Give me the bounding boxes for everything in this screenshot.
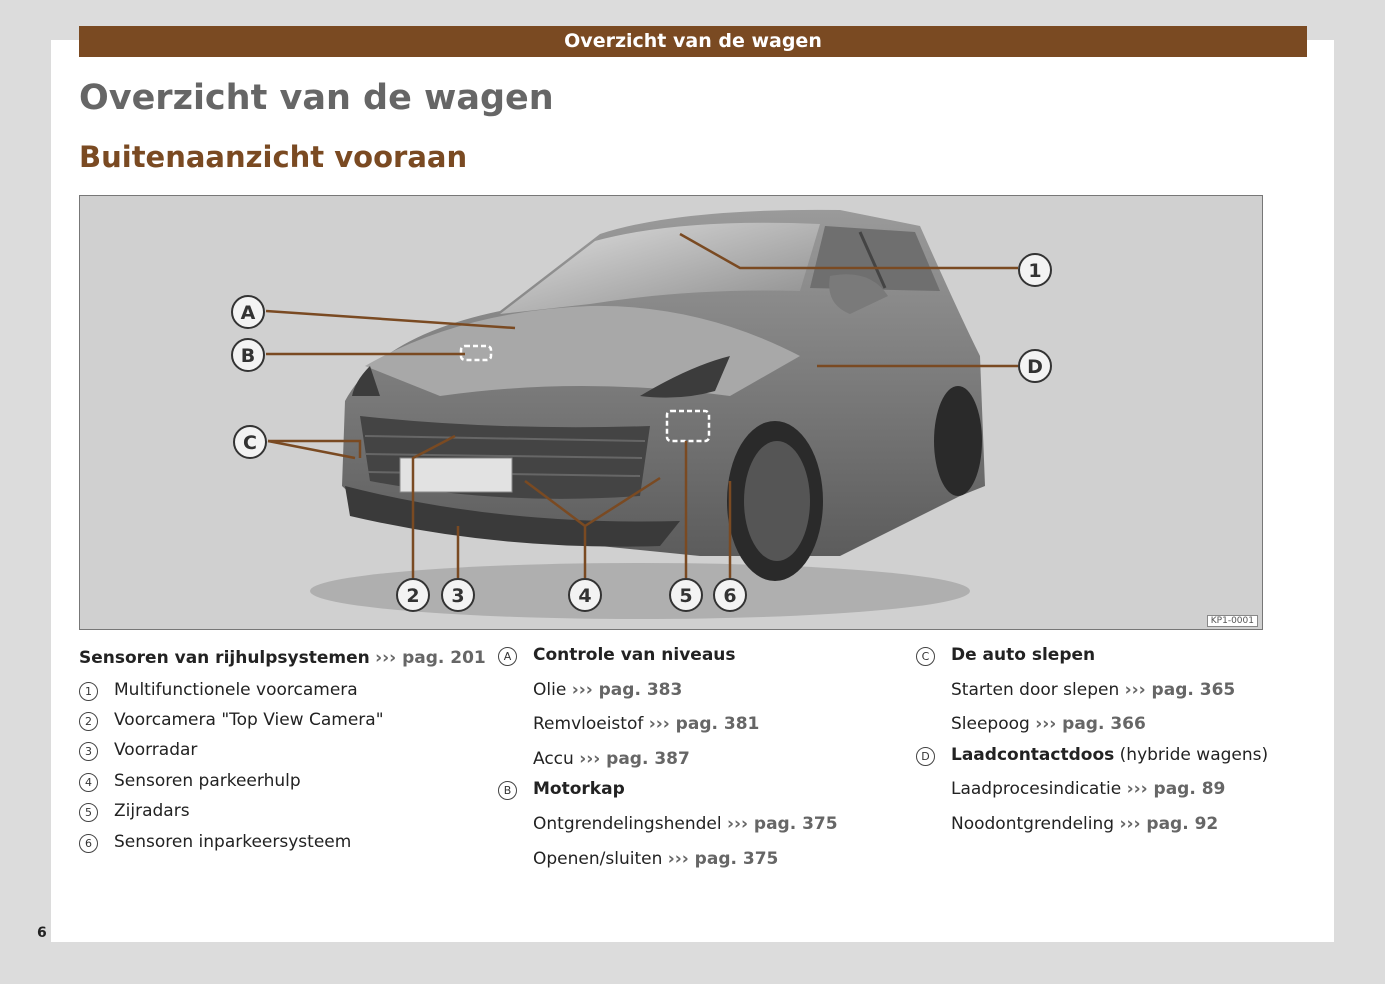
item-number: 2 xyxy=(79,712,98,731)
list-item xyxy=(916,779,1225,799)
item-number: 4 xyxy=(79,773,98,792)
section-b-heading xyxy=(498,779,625,799)
page-ref-link[interactable]: ››› pag. 381 xyxy=(648,714,760,734)
list-item xyxy=(916,814,1218,834)
car-figure xyxy=(79,195,1263,630)
sensors-heading-text: Sensoren van rijhulpsystemen xyxy=(79,648,370,668)
list-item xyxy=(916,680,1235,700)
sensors-heading xyxy=(79,648,486,668)
item-number: 3 xyxy=(79,742,98,761)
section-title: Motorkap xyxy=(533,779,625,799)
page-ref-link[interactable]: ››› pag. 375 xyxy=(667,849,779,869)
callout-c: C xyxy=(243,432,257,454)
section-title: De auto slepen xyxy=(951,645,1096,665)
section-title: Controle van niveaus xyxy=(533,645,736,665)
list-item xyxy=(498,749,690,769)
callout-4: 4 xyxy=(578,585,592,607)
section-c-heading xyxy=(916,645,1095,665)
section-letter: D xyxy=(916,747,935,766)
item-text: Starten door slepen xyxy=(951,680,1120,700)
header-bar: Overzicht van de wagen xyxy=(79,26,1307,57)
list-item xyxy=(498,814,838,834)
item-text: Olie xyxy=(533,680,567,700)
page-title: Overzicht van de wagen xyxy=(79,78,554,118)
item-text: Remvloeistof xyxy=(533,714,644,734)
callout-2: 2 xyxy=(406,585,420,607)
list-item xyxy=(79,680,358,700)
list-item xyxy=(498,849,778,869)
item-text: Zijradars xyxy=(114,801,190,821)
callout-1: 1 xyxy=(1028,260,1042,282)
list-item xyxy=(916,714,1146,734)
page-number: 6 xyxy=(37,925,47,941)
callout-5: 5 xyxy=(679,585,693,607)
item-text: Openen/sluiten xyxy=(533,849,663,869)
page-ref-link[interactable]: ››› pag. 366 xyxy=(1035,714,1146,734)
page-ref-link[interactable]: ››› pag. 383 xyxy=(571,680,683,700)
callout-3: 3 xyxy=(451,585,465,607)
figure-code: KP1-0001 xyxy=(1207,615,1258,627)
list-item xyxy=(79,832,351,852)
section-d-heading xyxy=(916,745,1268,765)
page-ref-link[interactable]: ››› pag. 375 xyxy=(726,814,838,834)
item-text: Sleepoog xyxy=(951,714,1030,734)
section-title: Laadcontactdoos xyxy=(951,745,1115,765)
section-a-heading xyxy=(498,645,736,665)
item-text: Laadprocesindicatie xyxy=(951,779,1122,799)
item-text: Voorradar xyxy=(114,740,198,760)
section-suffix: (hybride wagens) xyxy=(1119,745,1269,765)
page-ref-link[interactable]: ››› pag. 365 xyxy=(1124,680,1236,700)
item-text: Noodontgrendeling xyxy=(951,814,1115,834)
list-item xyxy=(498,714,759,734)
item-text: Sensoren inparkeersysteem xyxy=(114,832,352,852)
item-text: Sensoren parkeerhulp xyxy=(114,771,301,791)
section-letter: C xyxy=(916,647,935,666)
section-letter: B xyxy=(498,781,517,800)
car-illustration xyxy=(80,196,1262,629)
callout-b: B xyxy=(240,345,256,367)
page-ref-link[interactable]: ››› pag. 92 xyxy=(1119,814,1219,834)
section-title: Buitenaanzicht vooraan xyxy=(79,140,468,174)
item-number: 5 xyxy=(79,803,98,822)
sensors-heading-ref[interactable]: ››› pag. 201 xyxy=(375,648,486,668)
callout-a: A xyxy=(240,302,256,324)
item-text: Multifunctionele voorcamera xyxy=(114,680,358,700)
item-number: 1 xyxy=(79,682,98,701)
item-text: Voorcamera "Top View Camera" xyxy=(114,710,384,730)
callout-6: 6 xyxy=(723,585,737,607)
item-text: Ontgrendelingshendel xyxy=(533,814,722,834)
page-ref-link[interactable]: ››› pag. 89 xyxy=(1126,779,1226,799)
list-item xyxy=(79,740,197,760)
list-item xyxy=(79,710,384,730)
item-text: Accu xyxy=(533,749,574,769)
list-item xyxy=(498,680,682,700)
page-ref-link[interactable]: ››› pag. 387 xyxy=(579,749,690,769)
callout-d: D xyxy=(1027,356,1043,378)
section-letter: A xyxy=(498,647,517,666)
list-item xyxy=(79,771,301,791)
item-number: 6 xyxy=(79,834,98,853)
list-item xyxy=(79,801,190,821)
